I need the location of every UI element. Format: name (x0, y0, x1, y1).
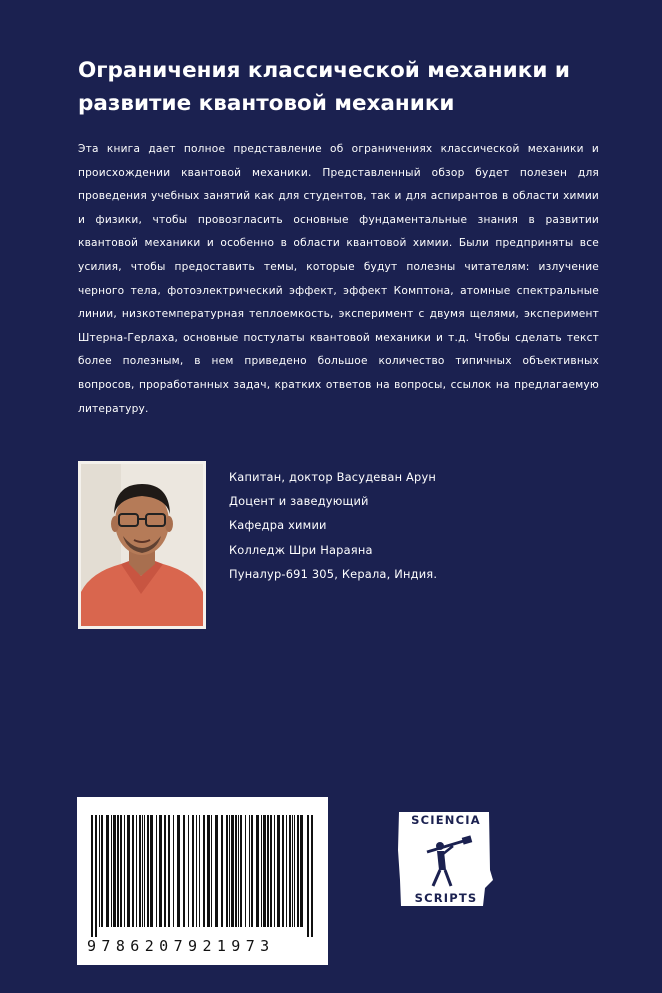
author-portrait-image (81, 464, 203, 626)
barcode-bar (249, 815, 250, 927)
barcode-bar (300, 815, 303, 927)
barcode-bar (256, 815, 259, 927)
barcode-bar (226, 815, 228, 927)
barcode-bar (221, 815, 223, 927)
author-name: Капитан, доктор Васудеван Арун (229, 470, 437, 484)
publisher-logo (397, 810, 495, 908)
barcode-bar (168, 815, 170, 927)
barcode-bar (99, 815, 100, 927)
barcode-bar (132, 815, 134, 927)
logo-text-top: SCIENCIA (411, 813, 481, 827)
barcode-bar (211, 815, 212, 927)
barcode-bar (292, 815, 293, 927)
barcode-bar (192, 815, 194, 927)
barcode-bar (142, 815, 143, 927)
barcode-bar (113, 815, 116, 927)
barcode-bar (229, 815, 230, 927)
barcode-bar (263, 815, 266, 927)
isbn-number: 9786207921973 (87, 937, 275, 955)
barcode-bar (307, 815, 309, 937)
barcode-bar (136, 815, 137, 927)
barcode-bar (294, 815, 295, 927)
barcode-bar (91, 815, 93, 937)
book-description: Эта книга дает полное представление об ограничениях классической механики и происхождении квантовой механики. Представленный обзор будет полезен для проведения учебных занятий как для студентов, так и для аспирантов в области химии и физики, чтобы провозгласить основные фундаментальные знания в развитии квантовой механики и особенно в области квантовой химии. Были предприняты все усилия, чтобы предоставить темы, которые будут полезны читателям: излучение черного тела, фотоэлектрический эффект, эффект Комптона, атомные спектральные линии, низкотемпературная теплоемкость, эксперимент с двумя щелями, эксперимент Штерна-Герлаха, основные постулаты квантовой механики и т.д. Чтобы сделать текст более полезным, в нем приведено большое количество типичных объективных вопросов, проработанных задач, кратких ответов на вопросы, ссылок на предлагаемую литературу. (78, 143, 599, 415)
barcode-bar (235, 815, 237, 927)
barcode-bar (177, 815, 180, 927)
book-title (78, 54, 638, 120)
isbn-barcode (77, 797, 328, 965)
barcode-bar (245, 815, 246, 927)
barcode-bar (199, 815, 200, 927)
author-position: Доцент и заведующий (229, 494, 369, 509)
barcode-bar (274, 815, 275, 927)
barcode-bar (173, 815, 174, 927)
barcode-bar (101, 815, 103, 927)
barcode-bar (203, 815, 205, 927)
barcode-bars (77, 797, 328, 937)
barcode-bar (188, 815, 189, 927)
barcode-bar (282, 815, 284, 927)
barcode-bar (289, 815, 291, 927)
barcode-bar (240, 815, 242, 927)
barcode-bar (215, 815, 218, 927)
barcode-bar (150, 815, 153, 927)
barcode-bar (231, 815, 234, 927)
barcode-bar (270, 815, 272, 927)
barcode-bar (311, 815, 313, 937)
barcode-bar (139, 815, 141, 927)
barcode-bar (286, 815, 287, 927)
barcode-bar (261, 815, 262, 927)
barcode-bar (95, 815, 97, 937)
barcode-bar (196, 815, 197, 927)
barcode-bar (124, 815, 125, 927)
barcode-bar (164, 815, 166, 927)
barcode-bar (238, 815, 239, 927)
barcode-bar (267, 815, 269, 927)
barcode-bar (183, 815, 185, 927)
barcode-bar (127, 815, 130, 927)
barcode-bar (117, 815, 119, 927)
barcode-bar (277, 815, 280, 927)
author-info (229, 465, 529, 586)
author-address: Пуналур-691 305, Керала, Индия. (229, 566, 438, 581)
barcode-bar (251, 815, 253, 927)
barcode-bar (144, 815, 145, 927)
barcode-bar (111, 815, 112, 927)
barcode-bar (147, 815, 149, 927)
barcode-bar (159, 815, 162, 927)
barcode-bar (106, 815, 109, 927)
barcode-bar (120, 815, 122, 927)
title-line-1: Ограничения классической механики и (78, 58, 570, 83)
barcode-bar (207, 815, 210, 927)
author-photo (78, 461, 206, 629)
logo-text-bottom: SCRIPTS (414, 891, 478, 905)
barcode-bar (156, 815, 157, 927)
author-department: Кафедра химии (229, 518, 327, 533)
author-college: Колледж Шри Нараяна (229, 542, 373, 557)
title-line-2: развитие квантовой механики (78, 91, 455, 116)
barcode-bar (297, 815, 299, 927)
